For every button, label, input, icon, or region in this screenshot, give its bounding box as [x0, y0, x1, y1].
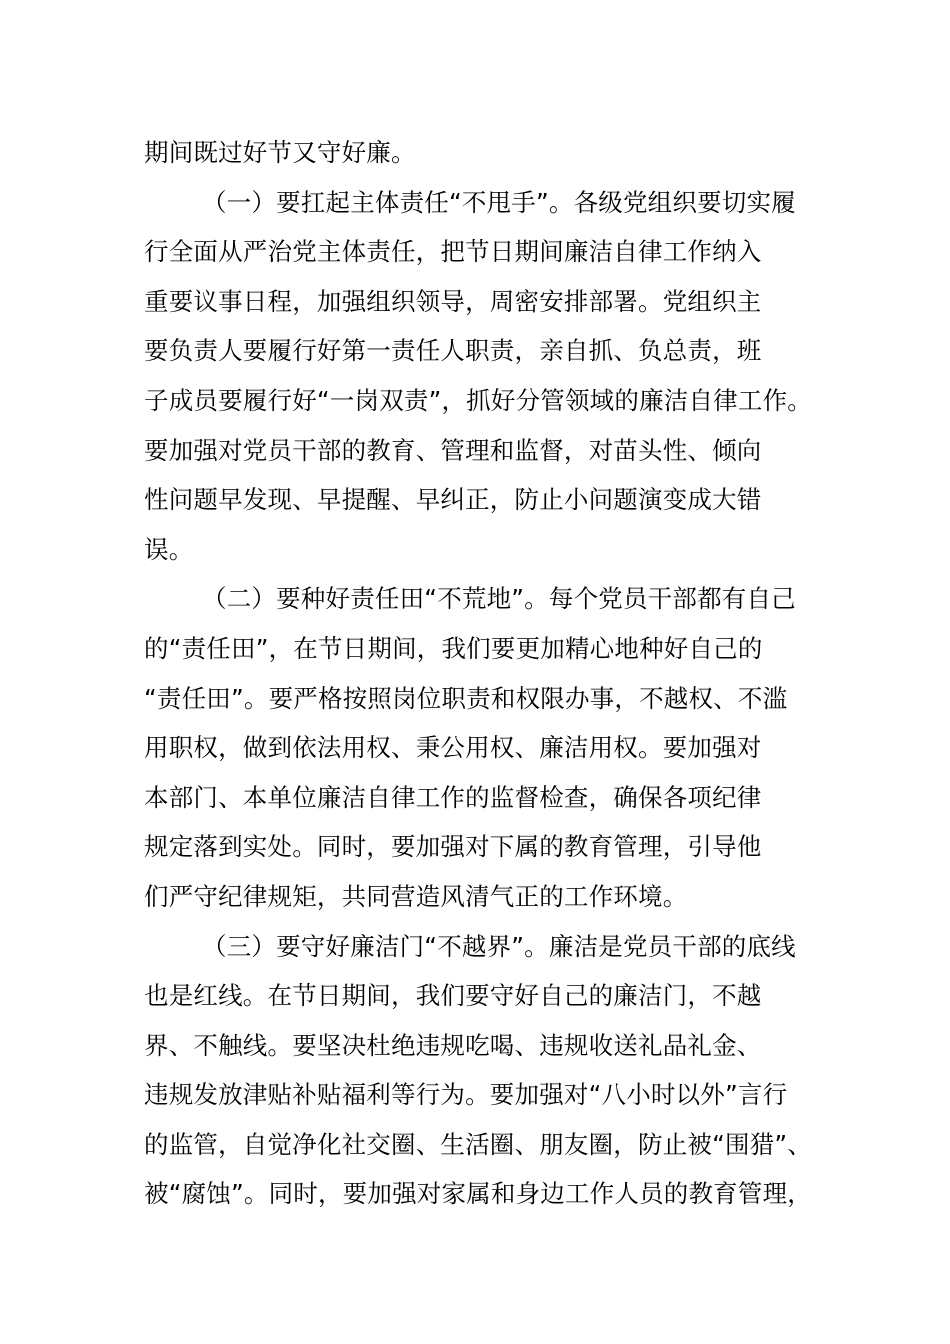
- text-line: 行全面从严治党主体责任，把节日期间廉洁自律工作纳入: [144, 237, 762, 267]
- text-line: 被“腐蚀”。同时，要加强对家属和身边工作人员的教育管理，: [144, 1179, 812, 1209]
- text-line: 期间既过好节又守好廉。: [144, 138, 416, 167]
- text-line: 用职权，做到依法用权、秉公用权、廉洁用权。要加强对: [144, 733, 762, 763]
- section-three-heading-line: （三）要守好廉洁门“不越界”。廉洁是党员干部的底线: [202, 931, 796, 961]
- text-line: 们严守纪律规矩，共同营造风清气正的工作环境。: [144, 881, 688, 911]
- text-line: 也是红线。在节日期间，我们要守好自己的廉洁门，不越: [144, 981, 762, 1011]
- text-line: 子成员要履行好“一岗双责”，抓好分管领域的廉洁自律工作。: [144, 385, 812, 415]
- document-body: [144, 128, 844, 1219]
- text-line: 违规发放津贴补贴福利等行为。要加强对“八小时以外”言行: [144, 1080, 788, 1110]
- text-line: 性问题早发现、早提醒、早纠正，防止小问题演变成大错: [144, 485, 762, 515]
- text-line: 重要议事日程，加强组织领导，周密安排部署。党组织主: [144, 286, 762, 316]
- text-line: 误。: [144, 534, 194, 564]
- section-two-heading-line: （二）要种好责任田“不荒地”。每个党员干部都有自己: [202, 584, 796, 614]
- text-line: “责任田”。要严格按照岗位职责和权限办事，不越权、不滥: [144, 683, 788, 713]
- section-one-heading-line: （一）要扛起主体责任“不甩手”。各级党组织要切实履: [202, 187, 796, 217]
- text-line: 要负责人要履行好第一责任人职责，亲自抓、负总责，班: [144, 336, 762, 366]
- text-line: 要加强对党员干部的教育、管理和监督，对苗头性、倾向: [144, 435, 762, 465]
- text-line: 本部门、本单位廉洁自律工作的监督检查，确保各项纪律: [144, 782, 762, 812]
- text-line: 的“责任田”，在节日期间，我们要更加精心地种好自己的: [144, 633, 763, 663]
- text-line: 的监管，自觉净化社交圈、生活圈、朋友圈，防止被“围猎”、: [144, 1129, 812, 1159]
- text-line: 规定落到实处。同时，要加强对下属的教育管理，引导他: [144, 832, 762, 862]
- text-line: 界、不触线。要坚决杜绝违规吃喝、违规收送礼品礼金、: [144, 1030, 762, 1060]
